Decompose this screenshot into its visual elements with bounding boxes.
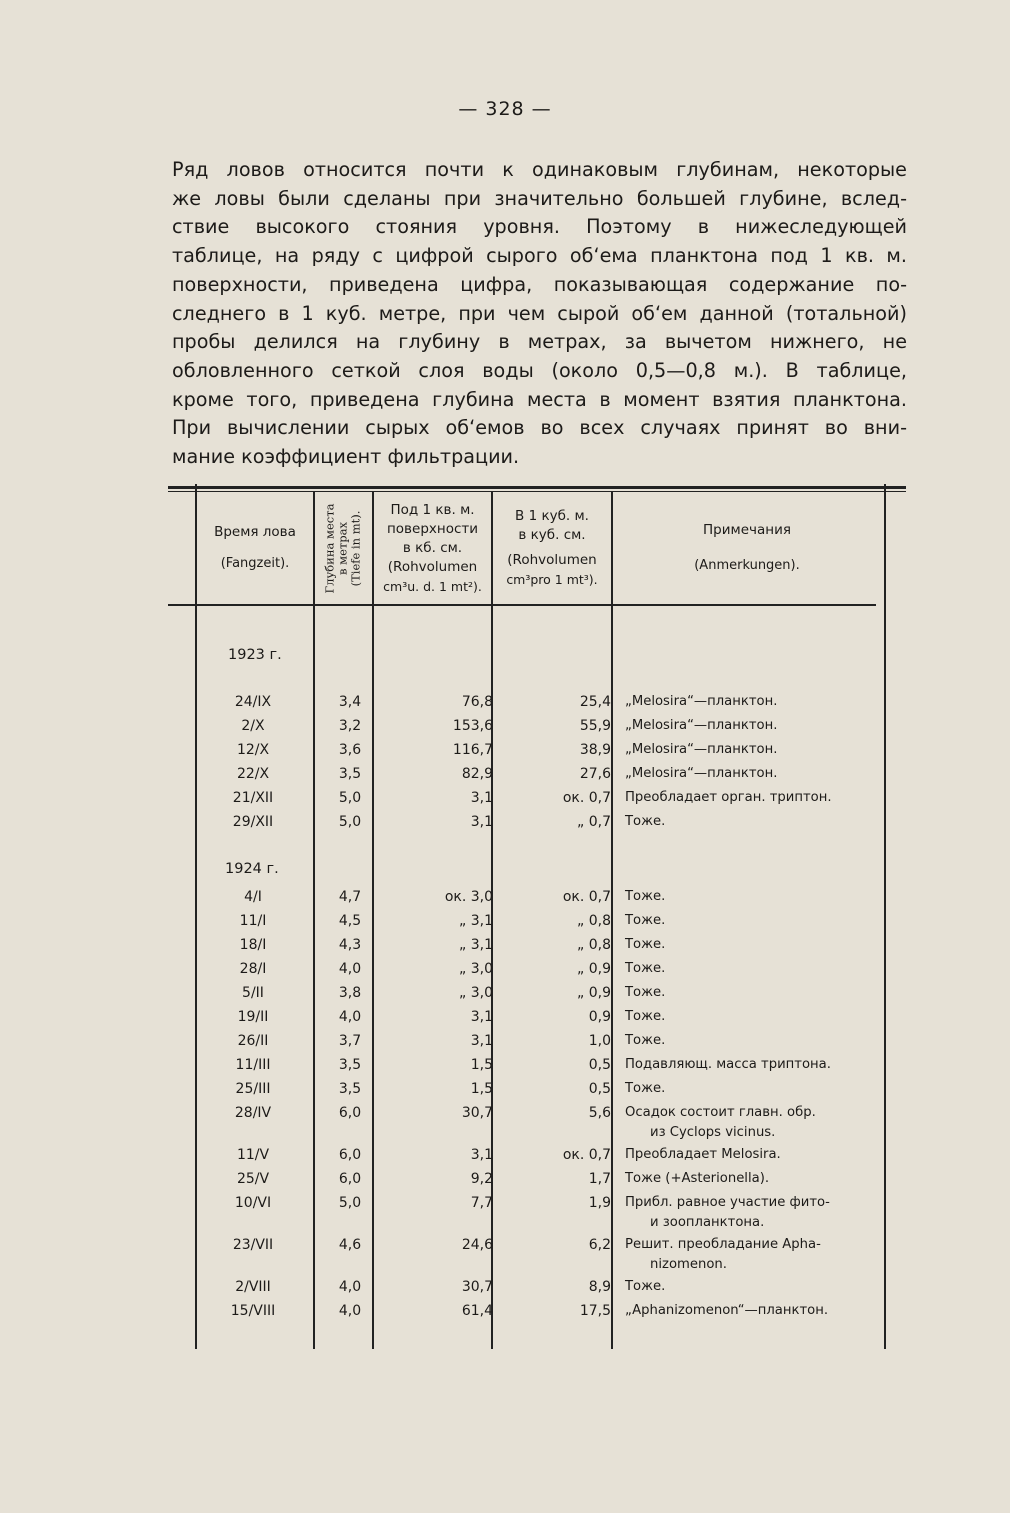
year-label: 1924 г. — [225, 861, 279, 877]
note-cell: Преобладает орган. триптон. — [625, 790, 832, 805]
cubic-volume-cell: 0,9 — [588, 1009, 611, 1025]
date-cell: 28/I — [239, 961, 267, 977]
page-number: — 328 — — [458, 98, 552, 120]
note-cell: Прибл. равное участие фито- — [625, 1195, 830, 1210]
cubic-volume-cell: „ 0,8 — [577, 913, 611, 929]
note-cell: Тоже. — [625, 1279, 666, 1294]
depth-cell: 4,3 — [338, 937, 362, 953]
paragraph-line: кроме того, приведена глубина места в момент взятия планктона. — [172, 387, 907, 411]
cubic-volume-cell: 1,0 — [588, 1033, 611, 1049]
surface-volume-cell: „ 3,0 — [459, 985, 493, 1001]
table-row — [195, 1009, 895, 1033]
table-row — [195, 1081, 895, 1105]
table-row — [195, 937, 895, 961]
surface-volume-cell: 9,2 — [470, 1171, 493, 1187]
table-row — [195, 766, 895, 790]
paragraph-line: таблице, на ряду с цифрой сырого об‘ема планктона под 1 кв. м. — [172, 244, 907, 268]
header-depth-line: в метрах — [335, 521, 350, 575]
surface-volume-cell: 3,1 — [470, 1033, 493, 1049]
table-row — [195, 694, 895, 718]
depth-cell: 5,0 — [338, 790, 362, 806]
surface-volume-cell: „ 3,0 — [459, 961, 493, 977]
surface-volume-cell: 153,6 — [452, 718, 493, 734]
cubic-volume-cell: 27,6 — [579, 766, 611, 782]
date-cell: 28/IV — [234, 1105, 272, 1121]
paragraph-line: ствие высокого стояния уровня. Поэтому в нижеследующей — [172, 215, 907, 239]
note-cell: Тоже. — [625, 1033, 666, 1048]
table-row — [195, 1147, 895, 1171]
header-depth-line: (Tiefe in mt). — [348, 510, 363, 586]
cubic-volume-cell: 1,9 — [588, 1195, 611, 1211]
depth-cell: 3,5 — [338, 1081, 362, 1097]
note-cell: Осадок состоит главн. обр. — [625, 1105, 816, 1120]
table-row — [195, 961, 895, 985]
cubic-volume-cell: 5,6 — [588, 1105, 611, 1121]
date-cell: 23/VII — [232, 1237, 274, 1253]
header-notes-label: Примечания — [703, 522, 791, 538]
surface-volume-cell: 7,7 — [470, 1195, 493, 1211]
depth-cell: 4,5 — [338, 913, 362, 929]
table-row — [195, 790, 895, 814]
cubic-volume-cell: 1,7 — [588, 1171, 611, 1187]
table-header-rule — [168, 604, 876, 606]
date-cell: 18/I — [239, 937, 267, 953]
table-row — [195, 1033, 895, 1057]
header-depth-line: Глубина места — [322, 503, 337, 593]
depth-cell: 4,0 — [338, 961, 362, 977]
intro-paragraph — [172, 156, 907, 472]
depth-cell: 4,0 — [338, 1009, 362, 1025]
date-cell: 26/II — [237, 1033, 269, 1049]
surface-volume-cell: 1,5 — [470, 1057, 493, 1073]
header-surface — [374, 495, 491, 601]
header-time — [197, 495, 313, 601]
table-row — [195, 985, 895, 1009]
cubic-volume-cell: „ 0,7 — [577, 814, 611, 830]
note-cell-continuation: и зоопланктона. — [650, 1215, 765, 1230]
table-row — [195, 913, 895, 937]
note-cell: Тоже. — [625, 889, 666, 904]
depth-cell: 4,6 — [338, 1237, 362, 1253]
paragraph-line: следнего в 1 куб. метре, при чем сырой об‘ем данной (тотальной) — [172, 301, 907, 325]
surface-volume-cell: 3,1 — [470, 814, 493, 830]
note-cell: Тоже. — [625, 961, 666, 976]
depth-cell: 3,5 — [338, 766, 362, 782]
note-cell: Тоже. — [625, 814, 666, 829]
date-cell: 2/VIII — [235, 1279, 271, 1295]
note-cell: Тоже. — [625, 1009, 666, 1024]
table-row — [195, 742, 895, 766]
header-cubic — [493, 495, 611, 601]
note-cell: „Melosira“—планктон. — [625, 718, 778, 733]
depth-cell: 4,7 — [338, 889, 362, 905]
paragraph-line: При вычислении сырых об‘емов во всех случаях принят во вни- — [172, 416, 907, 440]
paragraph-line: поверхности, приведена цифра, показывающая содержание по- — [172, 272, 907, 296]
cubic-volume-cell: „ 0,9 — [577, 985, 611, 1001]
note-cell: Преобладает Melosira. — [625, 1147, 781, 1162]
date-cell: 29/XII — [232, 814, 274, 830]
cubic-volume-cell: 25,4 — [579, 694, 611, 710]
depth-cell: 4,0 — [338, 1279, 362, 1295]
date-cell: 24/IX — [234, 694, 272, 710]
cubic-volume-cell: ок. 0,7 — [562, 790, 611, 806]
note-cell: Подавляющ. масса триптона. — [625, 1057, 831, 1072]
header-surface-line: поверхности — [386, 520, 479, 537]
header-cubic-line: в куб. см. — [518, 527, 586, 543]
header-surface-line: (Rohvolumen — [387, 558, 478, 575]
table-row — [195, 814, 895, 838]
year-label: 1923 г. — [228, 647, 282, 663]
cubic-volume-cell: „ 0,8 — [577, 937, 611, 953]
note-cell-continuation: nizomenon. — [650, 1257, 727, 1272]
surface-volume-cell: 24,6 — [461, 1237, 493, 1253]
date-cell: 22/X — [236, 766, 270, 782]
depth-cell: 3,7 — [338, 1033, 362, 1049]
depth-cell: 6,0 — [338, 1171, 362, 1187]
cubic-volume-cell: 0,5 — [588, 1081, 611, 1097]
surface-volume-cell: 3,1 — [470, 1147, 493, 1163]
header-cubic-line: (Rohvolumen — [507, 552, 597, 568]
table-row — [195, 1195, 895, 1230]
depth-cell: 5,0 — [338, 814, 362, 830]
date-cell: 10/VI — [234, 1195, 272, 1211]
date-cell: 2/X — [241, 718, 265, 734]
table-row — [195, 889, 895, 913]
header-notes-sub: (Anmerkungen). — [694, 558, 800, 573]
table-row — [195, 1105, 895, 1140]
paragraph-line: пробы делился на глубину в метрах, за вычетом нижнего, не — [172, 330, 907, 354]
table-row — [195, 1237, 895, 1272]
note-cell: Тоже. — [625, 937, 666, 952]
cubic-volume-cell: ок. 0,7 — [562, 889, 611, 905]
header-depth — [314, 495, 372, 601]
date-cell: 21/XII — [232, 790, 274, 806]
note-cell: Тоже. — [625, 1081, 666, 1096]
surface-volume-cell: ок. 3,0 — [444, 889, 493, 905]
cubic-volume-cell: 55,9 — [579, 718, 611, 734]
paragraph-line: мание коэффициент фильтрации. — [172, 445, 520, 469]
surface-volume-cell: 30,7 — [461, 1279, 493, 1295]
depth-cell: 3,8 — [338, 985, 362, 1001]
note-cell: Тоже. — [625, 913, 666, 928]
depth-cell: 3,5 — [338, 1057, 362, 1073]
surface-volume-cell: 61,4 — [461, 1303, 493, 1319]
note-cell: Тоже. — [625, 985, 666, 1000]
date-cell: 25/III — [235, 1081, 271, 1097]
surface-volume-cell: 116,7 — [452, 742, 493, 758]
note-cell: „Melosira“—планктон. — [625, 766, 778, 781]
depth-cell: 6,0 — [338, 1147, 362, 1163]
date-cell: 5/II — [242, 985, 264, 1001]
note-cell: Тоже (+Asterionella). — [625, 1171, 770, 1186]
cubic-volume-cell: 17,5 — [579, 1303, 611, 1319]
depth-cell: 3,2 — [338, 718, 362, 734]
table-row — [195, 1171, 895, 1195]
table-row — [195, 1303, 895, 1327]
header-cubic-line: cm³pro 1 mt³). — [506, 572, 598, 587]
header-surface-line: cm³u. d. 1 mt²). — [383, 578, 482, 594]
paragraph-line: же ловы были сделаны при значительно большей глубине, вслед- — [172, 186, 907, 210]
date-cell: 25/V — [236, 1171, 270, 1187]
date-cell: 4/I — [244, 889, 262, 905]
surface-volume-cell: 30,7 — [461, 1105, 493, 1121]
header-surface-line: Под 1 кв. м. — [390, 501, 475, 518]
header-notes — [613, 495, 881, 601]
table-top-rule — [168, 486, 906, 489]
header-time-label: Время лова — [214, 524, 296, 540]
depth-cell: 3,6 — [338, 742, 362, 758]
cubic-volume-cell: 38,9 — [579, 742, 611, 758]
surface-volume-cell: „ 3,1 — [459, 937, 493, 953]
surface-volume-cell: 3,1 — [470, 1009, 493, 1025]
depth-cell: 4,0 — [338, 1303, 362, 1319]
cubic-volume-cell: 8,9 — [588, 1279, 611, 1295]
date-cell: 11/I — [239, 913, 267, 929]
table-row — [195, 1279, 895, 1303]
surface-volume-cell: 3,1 — [470, 790, 493, 806]
depth-cell: 6,0 — [338, 1105, 362, 1121]
note-cell: „Melosira“—планктон. — [625, 742, 778, 757]
cubic-volume-cell: 0,5 — [588, 1057, 611, 1073]
cubic-volume-cell: 6,2 — [588, 1237, 611, 1253]
depth-cell: 5,0 — [338, 1195, 362, 1211]
cubic-volume-cell: „ 0,9 — [577, 961, 611, 977]
header-cubic-line: В 1 куб. м. — [515, 508, 589, 524]
depth-cell: 3,4 — [338, 694, 362, 710]
surface-volume-cell: „ 3,1 — [459, 913, 493, 929]
table-row — [195, 1057, 895, 1081]
cubic-volume-cell: ок. 0,7 — [562, 1147, 611, 1163]
note-cell: Решит. преобладание Apha- — [625, 1237, 821, 1252]
paragraph-line: Ряд ловов относится почти к одинаковым глубинам, некоторые — [172, 158, 907, 181]
header-time-sub: (Fangzeit). — [220, 556, 290, 571]
date-cell: 11/III — [235, 1057, 271, 1073]
date-cell: 19/II — [237, 1009, 269, 1025]
header-surface-line: в кб. см. — [402, 539, 463, 556]
note-cell: „Melosira“—планктон. — [625, 694, 778, 709]
note-cell: „Aphanizomenon“—планктон. — [625, 1303, 829, 1318]
table-row — [195, 718, 895, 742]
surface-volume-cell: 76,8 — [461, 694, 493, 710]
note-cell-continuation: из Cyclops vicinus. — [650, 1125, 776, 1140]
surface-volume-cell: 1,5 — [470, 1081, 493, 1097]
date-cell: 12/X — [236, 742, 270, 758]
paragraph-line: обловленного сеткой слоя воды (около 0,5—0,8 м.). В таблице, — [172, 358, 907, 382]
surface-volume-cell: 82,9 — [461, 766, 493, 782]
table-top-rule-thin — [168, 491, 906, 492]
date-cell: 15/VIII — [230, 1303, 276, 1319]
date-cell: 11/V — [236, 1147, 270, 1163]
